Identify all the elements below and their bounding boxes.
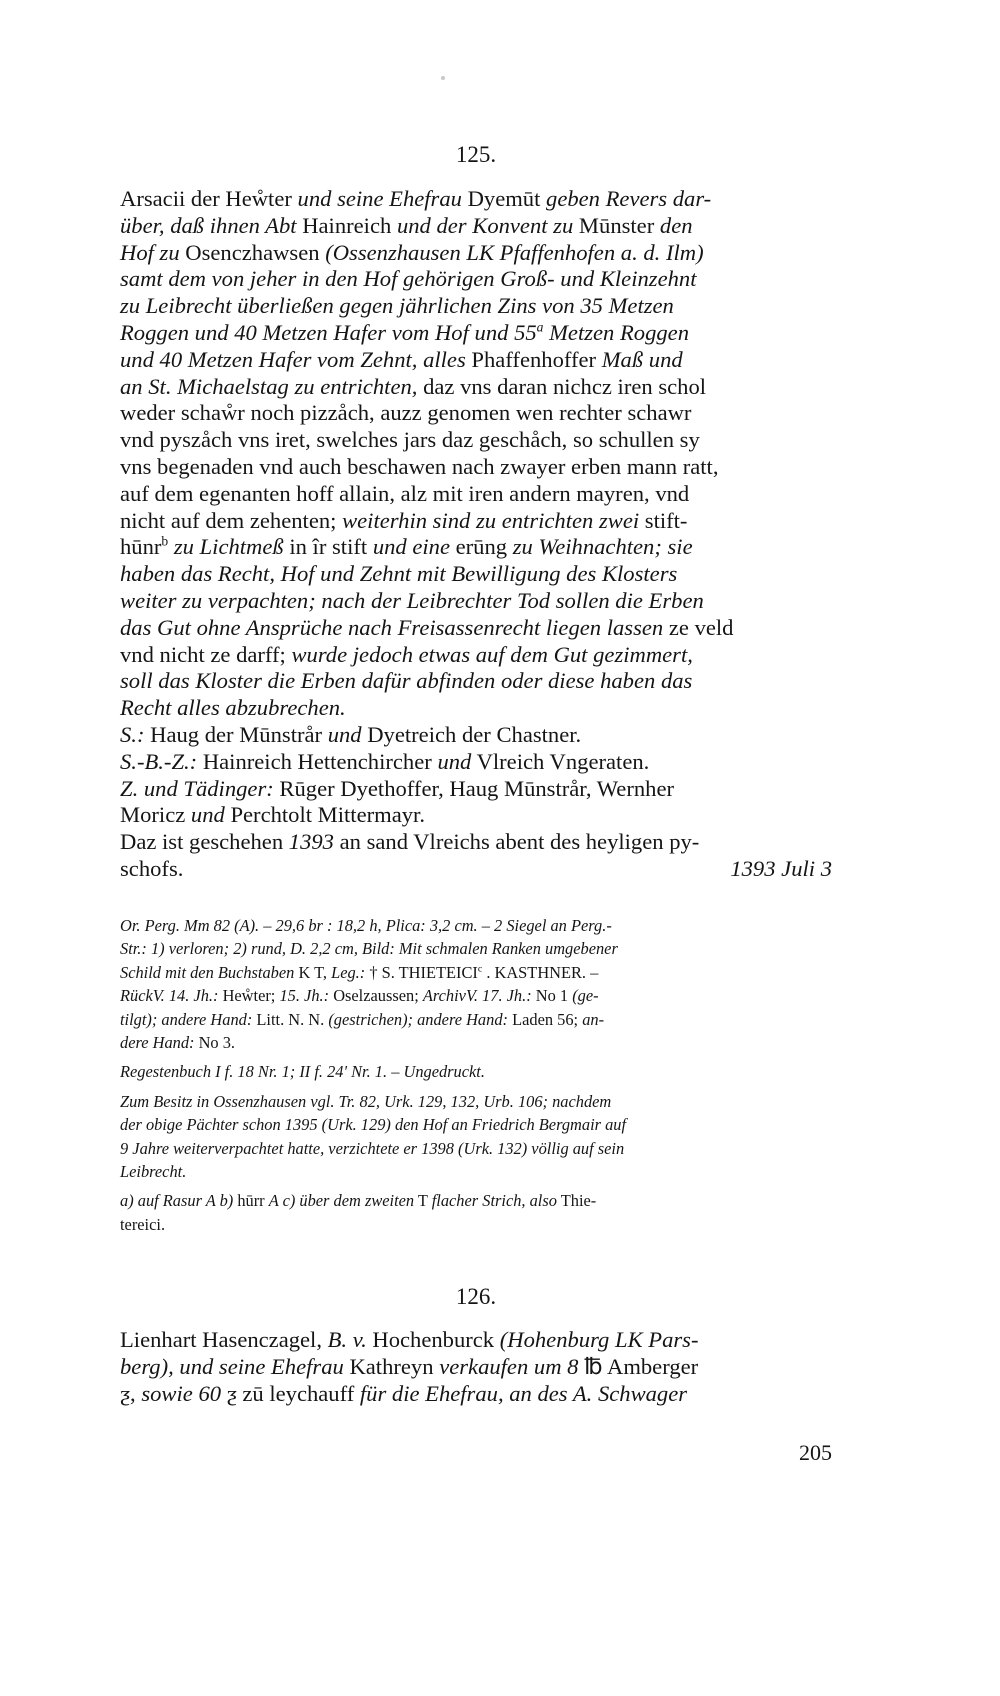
text-segment: daz vns daran nichcz iren schol	[417, 373, 707, 399]
text-segment: vnd nicht ze darff;	[120, 641, 292, 667]
entry-126-number: 126.	[455, 1284, 497, 1309]
text-segment: zu Leibrecht überließen gegen jährlichen Zins von 35 Metzen	[120, 293, 674, 319]
text-line	[120, 615, 832, 642]
text-line	[120, 1327, 832, 1354]
text-segment: für die Ehefrau, an des A. Schwager	[359, 1380, 688, 1406]
text-line	[120, 1354, 832, 1381]
text-line	[120, 749, 832, 776]
text-segment: ze veld	[663, 614, 734, 640]
text-segment: Metzen Roggen	[543, 319, 690, 345]
text-segment: hūrr	[233, 1191, 269, 1211]
text-line	[120, 454, 832, 481]
text-line	[120, 984, 832, 1007]
text-segment: ƺ,	[120, 1380, 142, 1406]
text-segment: Vlreich Vngeraten.	[471, 748, 650, 774]
text-segment: wurde jedoch etwas auf dem Gut gezimmert,	[291, 641, 693, 667]
text-segment: ArchivV. 17. Jh.:	[422, 986, 532, 1006]
text-segment: Z. und Tädinger:	[120, 775, 274, 801]
text-segment: ƺ zū leychauff	[221, 1380, 360, 1406]
text-segment: Str.: 1) verloren; 2) rund, D. 2,2 cm, Bild: Mit schmalen Ranken umgebener	[120, 939, 618, 959]
text-segment: (Ossenzhausen LK Pfaffenhofen a. d. Ilm)	[325, 239, 704, 265]
text-segment: den	[659, 212, 693, 238]
text-line	[120, 588, 832, 615]
text-segment: Leg.:	[331, 962, 366, 982]
text-segment: Lienhart Hasenczagel,	[120, 1327, 328, 1352]
text-segment: ℔ Amberger	[578, 1353, 699, 1379]
apparatus-note	[120, 914, 832, 1054]
text-segment: Regestenbuch I f. 18 Nr. 1; II f. 24' Nr. 1. – Ungedruckt.	[120, 1062, 485, 1082]
text-line	[120, 1060, 832, 1083]
text-segment: vns begenaden vnd auch beschawen nach zwayer erben mann ratt,	[120, 453, 719, 479]
text-segment: auf dem egenanten hoff allain, alz mit iren andern mayren, vnd	[120, 480, 690, 506]
text-line	[120, 1113, 832, 1136]
text-segment: Recht alles abzubrechen.	[120, 695, 346, 721]
text-segment: und 40 Metzen Hafer vom Zehnt, alles	[120, 346, 466, 372]
text-segment: Phaffenhoffer	[465, 346, 602, 372]
text-segment: stift-	[639, 507, 688, 533]
text-segment: tilgt); andere Hand:	[120, 1009, 253, 1029]
text-line	[120, 914, 832, 937]
text-line	[120, 320, 832, 347]
text-line	[120, 668, 832, 695]
text-segment: Hainreich	[296, 212, 397, 238]
text-line	[120, 961, 832, 984]
entry-126-regest	[120, 1327, 832, 1407]
text-segment: Kathreyn	[343, 1353, 440, 1379]
text-segment: und	[437, 748, 472, 774]
text-segment: Dyemūt	[461, 186, 547, 211]
footnote-mark: c	[477, 963, 483, 975]
text-segment: weder schaẘr noch pizzåch, auzz genomen wen rechter schawr	[120, 400, 692, 426]
text-segment: 1393	[288, 829, 334, 855]
text-line	[120, 534, 832, 561]
text-line	[120, 427, 832, 454]
text-segment: Hochenburck	[366, 1327, 500, 1352]
text-segment: weiter zu verpachten; nach der Leibrechter Tod sollen die Erben	[120, 587, 704, 613]
text-segment: Thie-	[556, 1191, 597, 1211]
text-line	[120, 1137, 832, 1160]
text-segment: nicht auf dem zehenten;	[120, 507, 343, 533]
text-segment: B. v.	[327, 1327, 367, 1352]
text-line	[120, 240, 832, 267]
text-line	[120, 829, 832, 856]
text-segment: Daz ist geschehen	[120, 829, 289, 855]
entry-125-notes	[120, 914, 832, 1236]
text-segment: Leibrecht.	[120, 1162, 187, 1182]
apparatus-note	[120, 1090, 832, 1184]
entry-125-text	[120, 186, 832, 883]
text-line	[120, 293, 832, 320]
text-segment: S.-B.-Z.:	[120, 748, 198, 774]
text-segment: T	[414, 1191, 432, 1211]
text-line	[120, 722, 832, 749]
document-date: 1393 Juli 3	[730, 855, 832, 881]
footnote-mark: a	[536, 319, 544, 335]
text-segment: an sand Vlreichs abent des heyligen py-	[333, 829, 700, 855]
text-segment: Laden 56;	[507, 1009, 583, 1029]
text-segment: (Hohenburg LK Pars-	[499, 1327, 699, 1352]
text-segment: in îr stift	[283, 534, 373, 560]
text-segment: zu Lichtmeß	[173, 534, 284, 560]
text-segment: 15. Jh.:	[279, 986, 330, 1006]
text-segment: und der Konvent zu	[396, 212, 574, 238]
text-line	[120, 561, 832, 588]
text-segment: (gestrichen); andere Hand:	[328, 1009, 508, 1029]
text-segment: a) auf Rasur A b)	[120, 1191, 234, 1211]
text-segment: Moricz	[120, 802, 191, 828]
text-segment: Hainreich Hettenchircher	[197, 748, 438, 774]
text-line	[120, 642, 832, 669]
entry-125-dating-text	[120, 829, 832, 883]
text-line	[120, 1008, 832, 1031]
text-segment: schofs.	[120, 855, 184, 881]
text-line	[120, 508, 832, 535]
text-segment: A c) über dem zweiten	[268, 1191, 415, 1211]
text-segment: haben das Recht, Hof und Zehnt mit Bewilligung des Klosters	[120, 561, 678, 587]
text-segment: sowie 60	[141, 1380, 222, 1406]
text-segment: soll das Kloster die Erben dafür abfinden oder diese haben das	[120, 668, 693, 694]
entry-125-witnesses	[120, 776, 832, 830]
text-segment: Perchtolt Mittermayr.	[224, 802, 425, 828]
text-segment: Litt. N. N.	[252, 1009, 329, 1029]
text-line	[120, 1160, 832, 1183]
entry-125-regest	[120, 186, 832, 722]
text-segment: an St. Michaelstag zu entrichten,	[120, 373, 418, 399]
text-segment: Osenczhawsen	[179, 239, 326, 265]
text-segment: S.:	[120, 721, 145, 747]
apparatus-note	[120, 1189, 832, 1236]
text-segment: † S. THIETEICI	[365, 962, 478, 982]
text-line	[120, 347, 832, 374]
text-segment: Rūger Dyethoffer, Haug Mūnstrår, Wernher	[273, 775, 675, 801]
text-segment: (ge-	[572, 986, 599, 1006]
page-number: 205	[799, 1440, 832, 1465]
text-segment: und eine	[372, 534, 450, 560]
text-line	[120, 186, 832, 213]
text-segment: RückV. 14. Jh.:	[120, 986, 219, 1006]
text-segment: geben Revers dar-	[546, 186, 712, 211]
text-line	[120, 213, 832, 240]
text-segment: Zum Besitz in Ossenzhausen vgl. Tr. 82, Urk. 129, 132, Urb. 106; nachdem	[120, 1091, 612, 1111]
text-segment: flacher Strich, also	[431, 1191, 557, 1211]
text-segment: und	[327, 721, 362, 747]
text-segment: Maß und	[601, 346, 683, 372]
entry-125-number: 125.	[455, 142, 497, 167]
text-line	[120, 1031, 832, 1054]
text-segment: Or. Perg. Mm 82 (A). – 29,6 br : 18,2 h, Plica: 3,2 cm. – 2 Siegel an Perg.-	[120, 916, 612, 935]
text-segment: Oselzaussen;	[329, 986, 423, 1006]
text-segment: tereici.	[120, 1214, 166, 1234]
text-segment: erūng	[449, 534, 513, 560]
text-line	[120, 856, 832, 883]
text-segment: weiterhin sind zu entrichten zwei	[342, 507, 640, 533]
text-segment: berg), und seine Ehefrau	[120, 1353, 344, 1379]
text-segment: vnd pyszåch vns iret, swelches jars daz geschåch, so schullen sy	[120, 427, 700, 453]
text-segment: und seine Ehefrau	[297, 186, 462, 211]
text-line	[120, 1189, 832, 1212]
entry-126-text	[120, 1327, 832, 1407]
text-segment: Heẘter;	[218, 986, 280, 1006]
apparatus-note	[120, 1060, 832, 1083]
text-segment: samt dem von jeher in den Hof gehörigen Groß- und Kleinzehnt	[120, 266, 697, 292]
entry-125-apparatus	[120, 914, 832, 1236]
text-segment: Arsacii der Heẘter	[120, 186, 298, 211]
text-line	[120, 481, 832, 508]
text-segment: 9 Jahre weiterverpachtet hatte, verzichtete er 1398 (Urk. 132) völlig auf sein	[120, 1138, 625, 1158]
footnote-mark: b	[161, 533, 169, 549]
entry-125-dating	[120, 829, 832, 883]
text-segment: Haug der Mūnstrår	[144, 721, 328, 747]
text-segment: Schild mit den Buchstaben	[120, 962, 295, 982]
text-line	[120, 776, 832, 803]
text-segment: verkaufen um 8	[439, 1353, 579, 1379]
text-segment: No 1	[531, 986, 573, 1006]
text-segment: an-	[582, 1009, 605, 1029]
text-line	[120, 695, 832, 722]
text-segment: No 3.	[194, 1033, 236, 1053]
text-line	[120, 1381, 832, 1408]
text-line	[120, 1213, 832, 1236]
text-line	[120, 802, 832, 829]
text-line	[120, 266, 832, 293]
text-line	[120, 374, 832, 401]
entry-125-seals	[120, 722, 832, 776]
text-segment: und	[190, 802, 225, 828]
text-line	[120, 1090, 832, 1113]
text-line	[120, 937, 832, 960]
text-segment: Roggen und 40 Metzen Hafer vom Hof und 55	[120, 319, 537, 345]
text-segment: das Gut ohne Ansprüche nach Freisassenrecht liegen lassen	[120, 614, 664, 640]
paper-speck	[441, 76, 445, 80]
text-segment: zu Weihnachten; sie	[512, 534, 693, 560]
text-segment: der obige Pächter schon 1395 (Urk. 129) den Hof an Friedrich Bergmair auf	[120, 1115, 627, 1135]
text-segment: Dyetreich der Chastner.	[361, 721, 582, 747]
text-segment: über, daß ihnen Abt	[120, 212, 297, 238]
text-segment: Mūnster	[573, 212, 660, 238]
text-segment: K T,	[294, 962, 332, 982]
text-segment: Hof zu	[120, 239, 180, 265]
text-segment: . KASTHNER. –	[482, 962, 599, 982]
text-segment: dere Hand:	[120, 1033, 195, 1053]
text-segment: hūnr	[120, 534, 162, 560]
text-line	[120, 400, 832, 427]
